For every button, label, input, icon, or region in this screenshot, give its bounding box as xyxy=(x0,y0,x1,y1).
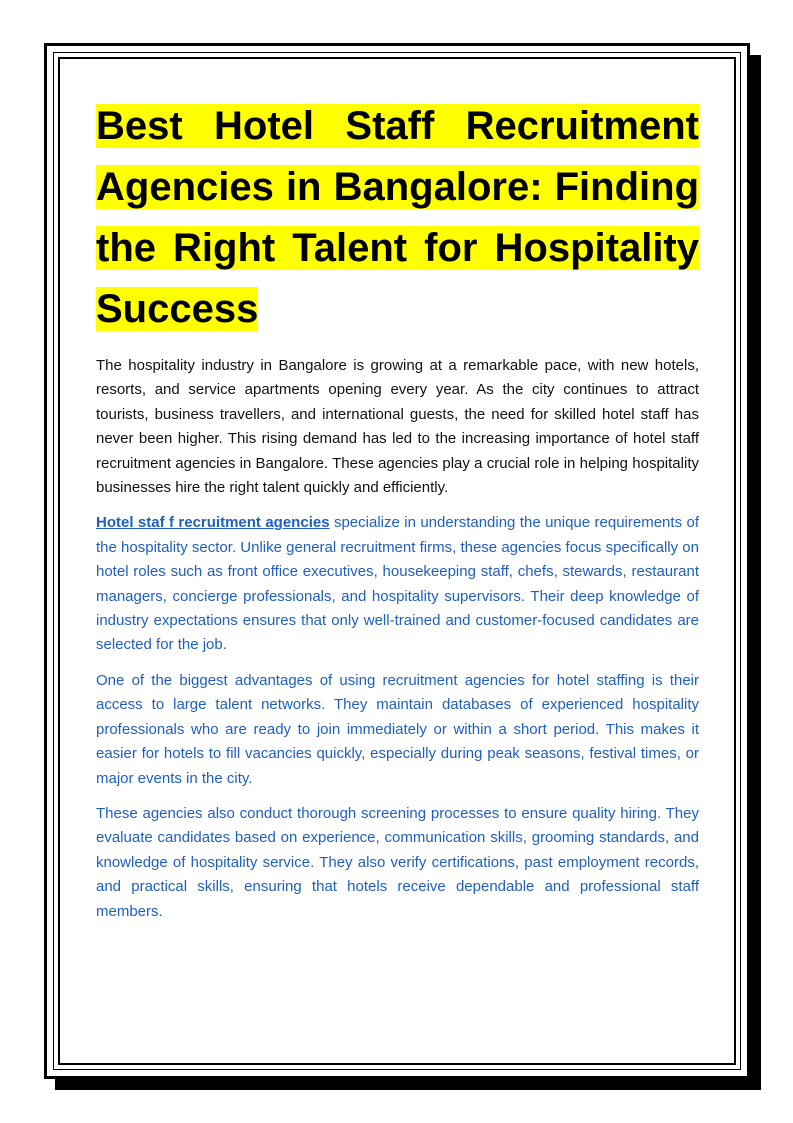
document-content xyxy=(96,96,699,935)
paragraph-agencies-text: specialize in understanding the unique requirements of the hospitality sector. Unlike general recruitment firms, these agencies focus specifically on hotel roles such as front office executives, housekeeping staff, chefs, stewards, restaurant managers, concierge professionals, and hospitality supervisors. Their deep knowledge of industry expectations ensures that only well-trained and customer-focused candidates are selected for the job. xyxy=(96,514,699,654)
paragraph-intro: The hospitality industry in Bangalore is growing at a remarkable pace, with new hotels, resorts, and service apartments opening every year. As the city continues to attract tourists, business travellers, and international guests, the need for skilled hotel staff has never been higher. This rising demand has led to the increasing importance of hotel staff recruitment agencies in Bangalore. These agencies play a crucial role in helping hospitality businesses hire the right talent quickly and efficiently. xyxy=(96,357,699,497)
document-title xyxy=(96,96,699,340)
paragraph-advantages: One of the biggest advantages of using recruitment agencies for hotel staffing is their access to large talent networks. They maintain databases of experienced hospitality professionals who are ready to join immediately or within a short period. This makes it easier for hotels to fill vacancies quickly, especially during peak seasons, festival times, or major events in the city. xyxy=(96,671,699,787)
title-highlight: Best Hotel Staff Recruitment Agencies in Bangalore: Finding the Right Talent for Hospitality Success xyxy=(96,104,699,331)
paragraph-screening: These agencies also conduct thorough screening processes to ensure quality hiring. They evaluate candidates based on experience, communication skills, grooming standards, and knowledge of hospitality service. They also verify certifications, past employment records, and practical skills, ensuring that hotels receive dependable and professional staff members. xyxy=(96,804,699,920)
hotel-staff-recruitment-link[interactable]: Hotel staf f recruitment agencies xyxy=(96,514,330,532)
paragraph-agencies xyxy=(96,511,699,657)
